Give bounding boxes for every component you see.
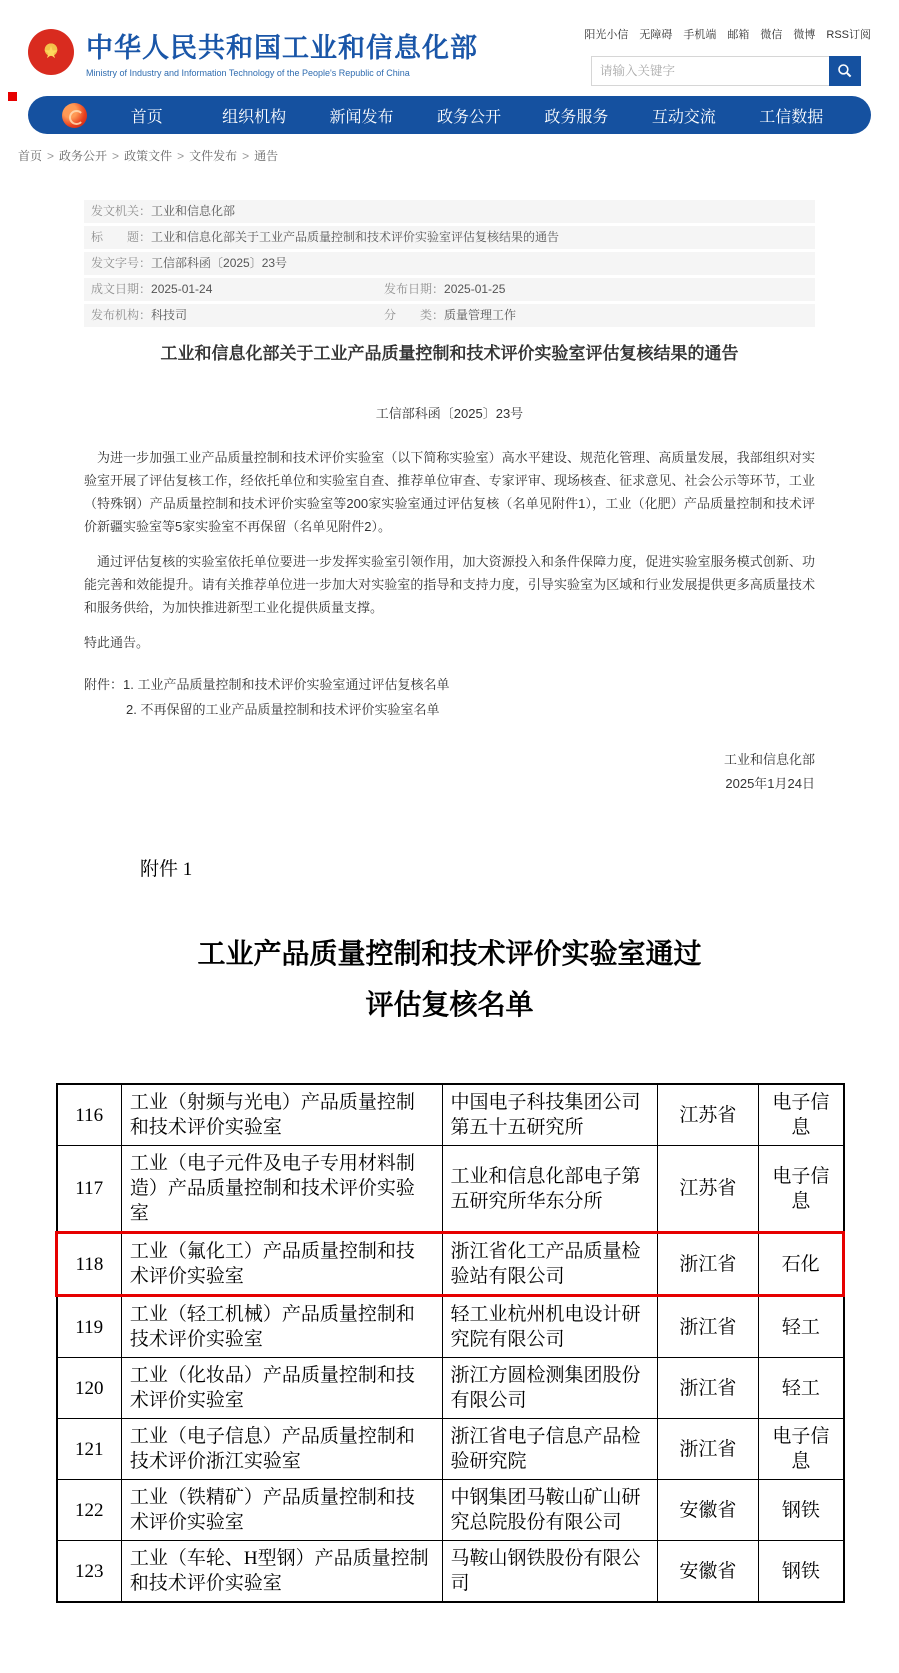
breadcrumb-home[interactable]: 首页 <box>18 149 43 163</box>
miit-swirl-logo-icon <box>62 103 87 128</box>
province-cell: 江苏省 <box>657 1146 759 1233</box>
org-name-cell: 马鞍山钢铁股份有限公司 <box>442 1541 657 1603</box>
notice-title: 工业和信息化部关于工业产品质量控制和技术评价实验室评估复核结果的通告 <box>160 344 739 363</box>
industry-cell: 钢铁 <box>759 1541 844 1603</box>
province-cell: 安徽省 <box>657 1541 759 1603</box>
attachment-title-line1: 工业产品质量控制和技术评价实验室通过 <box>197 939 702 970</box>
site-title: 中华人民共和国工业和信息化部 <box>86 33 478 63</box>
table-row <box>57 1358 844 1419</box>
notice-paragraph-1: 为进一步加强工业产品质量控制和技术评价实验室（以下简称实验室）高水平建设、规范化管理、高质量发展，我部组织对实验室开展了评估复核工作，经依托单位和实验室自查、推荐单位审查、专家评审、现场核查、征求意见、社会公示等环节，工业（特殊钢）产品质量控制和技术评价实验室等200家实验室通过评估复核（名单见附件1），工业（化肥）产品质量控制和技术评价新疆实验室等5家实验室不再保留（名单见附件2）。 <box>84 450 815 534</box>
table-row <box>57 1146 844 1233</box>
link-wechat[interactable]: 微信 <box>760 29 783 41</box>
meta-published-label: 发布日期： <box>384 282 445 296</box>
nav-item-organization[interactable]: 组织机构 <box>222 108 287 126</box>
search-button[interactable] <box>829 56 861 86</box>
org-name-cell: 浙江方圆检测集团股份有限公司 <box>442 1358 657 1419</box>
org-name-cell: 中钢集团马鞍山矿山研究总院股份有限公司 <box>442 1480 657 1541</box>
bottom-spacer <box>0 1603 899 1673</box>
meta-category-label: 分 类： <box>384 308 445 322</box>
attachment-title <box>0 929 899 1031</box>
meta-agency-value: 科技司 <box>151 308 188 322</box>
main-nav <box>28 96 871 134</box>
breadcrumb-file-release[interactable]: 文件发布 <box>189 149 238 163</box>
breadcrumb-notice[interactable]: 通告 <box>254 149 279 163</box>
lab-name-cell: 工业（轻工机械）产品质量控制和技术评价实验室 <box>121 1296 442 1358</box>
attachment-document <box>0 854 899 1603</box>
row-no-cell: 119 <box>57 1296 122 1358</box>
org-name-cell: 工业和信息化部电子第五研究所华东分所 <box>442 1146 657 1233</box>
lab-table-wrap <box>55 1083 845 1603</box>
red-square-marker <box>8 92 17 101</box>
header-right <box>584 26 871 86</box>
meta-docno-value: 工信部科函〔2025〕23号 <box>151 256 288 270</box>
site-subtitle: Ministry of Industry and Information Technology of the People's Republic of China <box>86 68 410 78</box>
lab-name-cell: 工业（化妆品）产品质量控制和技术评价实验室 <box>121 1358 442 1419</box>
lab-name-cell: 工业（车轮、H型钢）产品质量控制和技术评价实验室 <box>121 1541 442 1603</box>
row-no-cell: 122 <box>57 1480 122 1541</box>
meta-agency-label: 发布机构： <box>91 308 152 322</box>
site-header <box>0 0 899 86</box>
row-no-cell: 118 <box>57 1233 122 1296</box>
row-no-cell: 117 <box>57 1146 122 1233</box>
notice-body <box>84 341 815 796</box>
signature-block <box>84 748 815 796</box>
table-row <box>57 1296 844 1358</box>
national-emblem-icon: ★ <box>28 29 74 75</box>
search-bar <box>591 56 871 86</box>
province-cell: 浙江省 <box>657 1419 759 1480</box>
org-name-cell: 浙江省化工产品质量检验站有限公司 <box>442 1233 657 1296</box>
industry-cell: 轻工 <box>759 1296 844 1358</box>
table-row <box>57 1084 844 1146</box>
notice-paragraph-3: 特此通告。 <box>84 635 150 650</box>
breadcrumb-separator: > <box>112 149 120 163</box>
lab-table <box>55 1083 845 1603</box>
province-cell: 安徽省 <box>657 1480 759 1541</box>
lab-name-cell: 工业（电子信息）产品质量控制和技术评价浙江实验室 <box>121 1419 442 1480</box>
search-icon <box>837 63 853 79</box>
breadcrumb-policy-files[interactable]: 政策文件 <box>124 149 173 163</box>
link-sunshine-xiaoxin[interactable]: 阳光小信 <box>584 29 629 41</box>
lab-name-cell: 工业（氟化工）产品质量控制和技术评价实验室 <box>121 1233 442 1296</box>
org-name-cell: 轻工业杭州机电设计研究院有限公司 <box>442 1296 657 1358</box>
attachment-title-line2: 评估复核名单 <box>365 990 534 1021</box>
search-input[interactable] <box>591 56 829 86</box>
industry-cell: 轻工 <box>759 1358 844 1419</box>
nav-item-news[interactable]: 新闻发布 <box>329 108 394 126</box>
lab-name-cell: 工业（电子元件及电子专用材料制造）产品质量控制和技术评价实验室 <box>121 1146 442 1233</box>
notice-paragraph-2: 通过评估复核的实验室依托单位要进一步发挥实验室引领作用，加大资源投入和条件保障力度，促进实验室服务模式创新、功能完善和效能提升。请有关推荐单位进一步加大对实验室的指导和支持力度，引导实验室为区域和行业发展提供更多高质量技术和服务供给，为加快推进新型工业化提供质量支撑。 <box>84 554 815 615</box>
breadcrumb-separator: > <box>47 149 55 163</box>
link-accessibility[interactable]: 无障碍 <box>639 29 673 41</box>
industry-cell: 钢铁 <box>759 1480 844 1541</box>
industry-cell: 电子信息 <box>759 1084 844 1146</box>
meta-issuer-label: 发文机关： <box>91 204 152 218</box>
nav-item-gov-open[interactable]: 政务公开 <box>436 108 501 126</box>
meta-written-value: 2025-01-24 <box>151 282 213 296</box>
meta-row-dates <box>84 278 815 301</box>
meta-issuer-value: 工业和信息化部 <box>151 204 236 218</box>
lab-name-cell: 工业（射频与光电）产品质量控制和技术评价实验室 <box>121 1084 442 1146</box>
meta-row-title <box>84 226 815 249</box>
breadcrumb-gov-open[interactable]: 政务公开 <box>59 149 108 163</box>
org-name-cell: 浙江省电子信息产品检验研究院 <box>442 1419 657 1480</box>
attachment-list <box>84 672 815 722</box>
nav-item-interaction[interactable]: 互动交流 <box>651 108 716 126</box>
industry-cell: 石化 <box>759 1233 844 1296</box>
row-no-cell: 121 <box>57 1419 122 1480</box>
nav-item-gov-service[interactable]: 政务服务 <box>544 108 609 126</box>
site-logo[interactable] <box>28 26 478 78</box>
table-row-highlighted <box>57 1233 844 1296</box>
top-links <box>584 26 871 42</box>
attachment-link-1[interactable]: 1. 工业产品质量控制和技术评价实验室通过评估复核名单 <box>123 677 450 692</box>
nav-item-miit-data[interactable]: 工信数据 <box>759 108 824 126</box>
table-row <box>57 1541 844 1603</box>
meta-title-label: 标 题： <box>91 230 152 244</box>
province-cell: 浙江省 <box>657 1233 759 1296</box>
link-mobile[interactable]: 手机端 <box>683 29 717 41</box>
industry-cell: 电子信息 <box>759 1419 844 1480</box>
attachment-list-label: 附件： <box>84 677 124 692</box>
meta-docno-label: 发文字号： <box>91 256 152 270</box>
attachment-label: 附件 1 <box>140 859 193 880</box>
row-no-cell: 120 <box>57 1358 122 1419</box>
province-cell: 浙江省 <box>657 1358 759 1419</box>
meta-written-label: 成文日期： <box>91 282 152 296</box>
breadcrumb <box>18 147 899 164</box>
table-row <box>57 1480 844 1541</box>
org-name-cell: 中国电子科技集团公司第五十五研究所 <box>442 1084 657 1146</box>
link-weibo[interactable]: 微博 <box>793 29 816 41</box>
industry-cell: 电子信息 <box>759 1146 844 1233</box>
link-rss[interactable]: RSS订阅 <box>826 29 871 41</box>
row-no-cell: 123 <box>57 1541 122 1603</box>
meta-category-value: 质量管理工作 <box>444 308 517 322</box>
notice-docno: 工信部科函〔2025〕23号 <box>375 406 524 421</box>
meta-published-value: 2025-01-25 <box>444 282 506 296</box>
signature-date: 2025年1月24日 <box>725 776 815 791</box>
document-meta <box>84 200 815 327</box>
province-cell: 江苏省 <box>657 1084 759 1146</box>
link-mailbox[interactable]: 邮箱 <box>727 29 750 41</box>
table-row <box>57 1419 844 1480</box>
province-cell: 浙江省 <box>657 1296 759 1358</box>
meta-row-agency <box>84 304 815 327</box>
nav-item-home[interactable]: 首页 <box>130 108 163 126</box>
attachment-link-2[interactable]: 2. 不再保留的工业产品质量控制和技术评价实验室名单 <box>126 702 440 717</box>
meta-title-value: 工业和信息化部关于工业产品质量控制和技术评价实验室评估复核结果的通告 <box>151 230 560 244</box>
meta-row-issuer <box>84 200 815 223</box>
breadcrumb-separator: > <box>177 149 185 163</box>
signature-org: 工业和信息化部 <box>723 752 815 767</box>
breadcrumb-separator: > <box>242 149 250 163</box>
meta-row-docno <box>84 252 815 275</box>
row-no-cell: 116 <box>57 1084 122 1146</box>
lab-name-cell: 工业（铁精矿）产品质量控制和技术评价实验室 <box>121 1480 442 1541</box>
